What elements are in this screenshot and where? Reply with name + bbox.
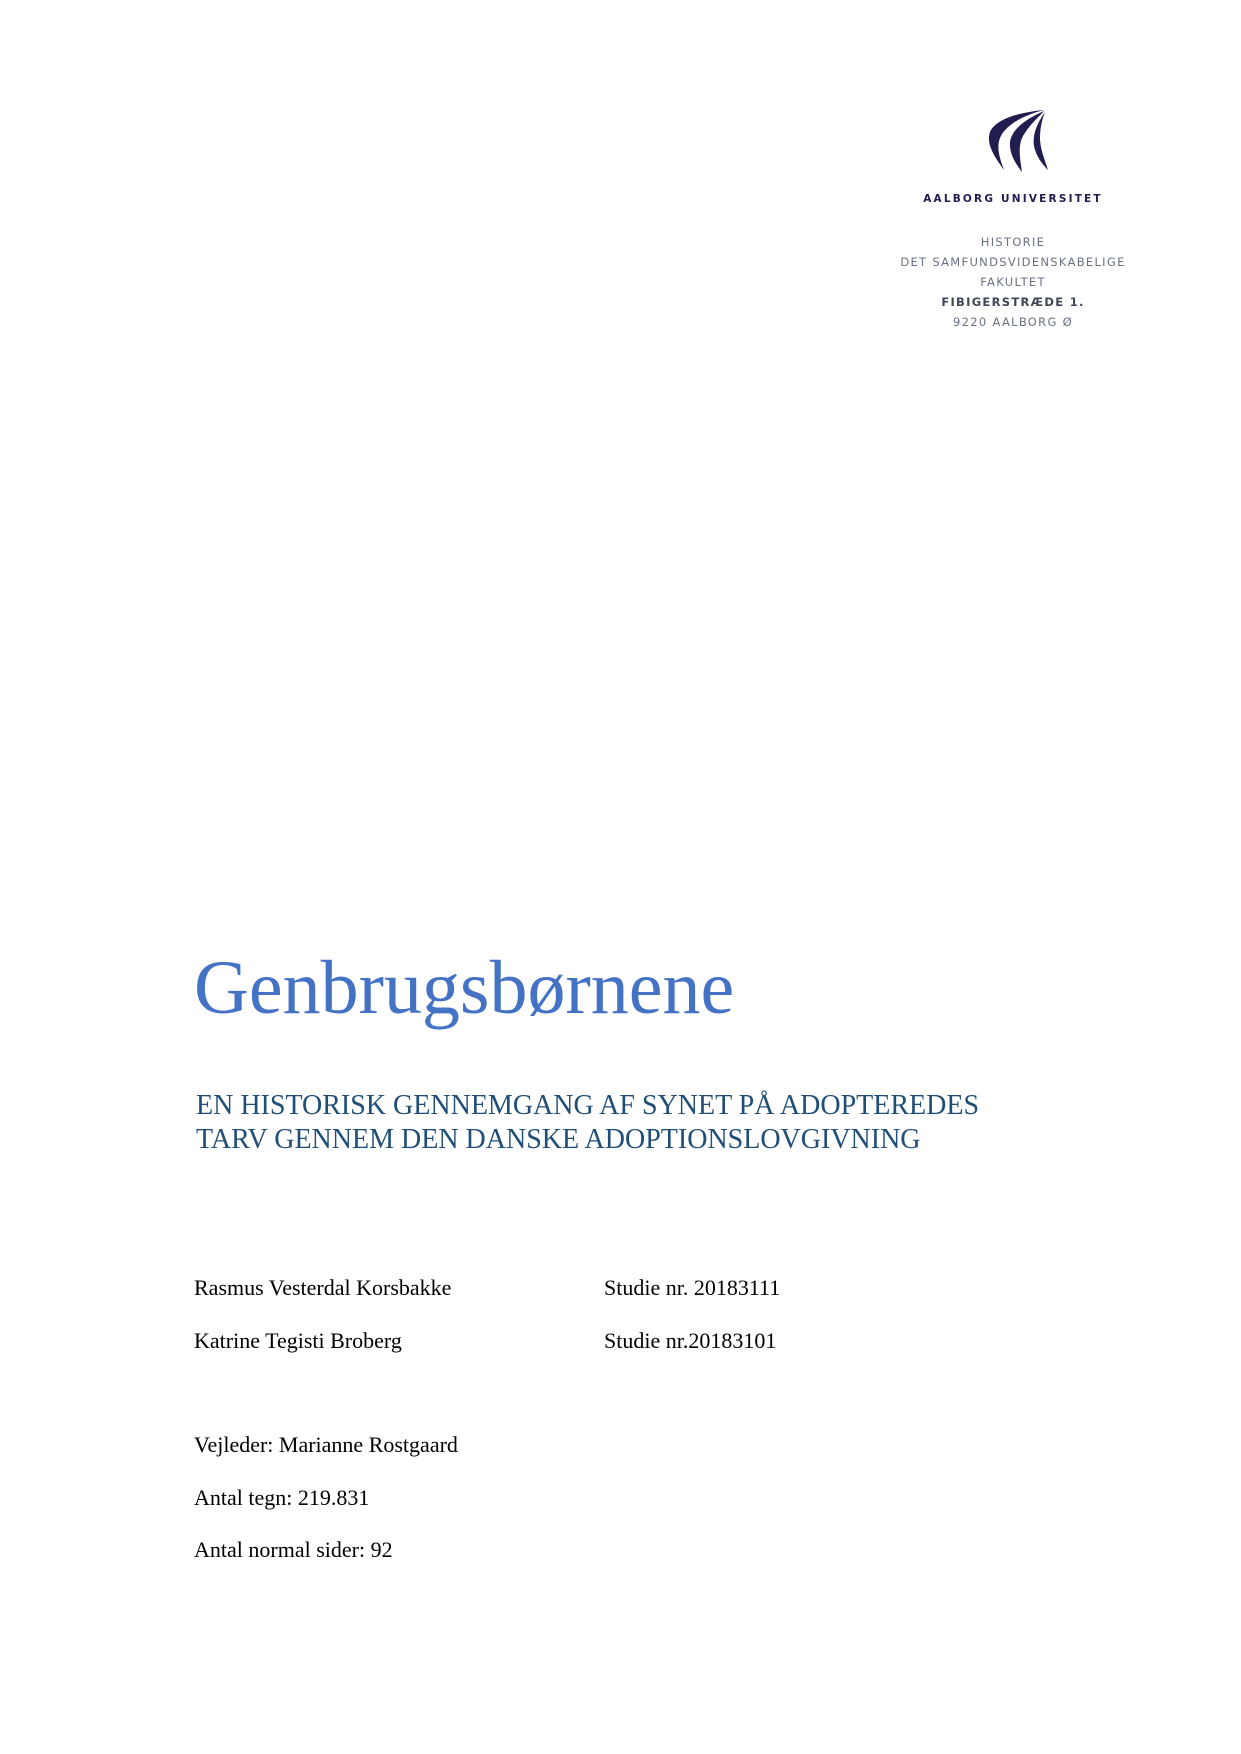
aalborg-university-logo-icon bbox=[982, 108, 1048, 174]
faculty-address bbox=[880, 232, 1146, 332]
address-line: FIBIGERSTRÆDE 1. bbox=[941, 295, 1085, 309]
document-subtitle bbox=[196, 1089, 979, 1157]
address-line: FAKULTET bbox=[980, 275, 1046, 289]
address-line: 9220 AALBORG Ø bbox=[953, 315, 1073, 329]
character-count: Antal tegn: 219.831 bbox=[194, 1485, 370, 1510]
address-line: HISTORIE bbox=[980, 235, 1046, 249]
author-student-number: Studie nr.20183101 bbox=[604, 1328, 777, 1353]
document-title: Genbrugsbørnene bbox=[194, 946, 735, 1030]
subtitle-line: EN HISTORISK GENNEMGANG AF SYNET PÅ ADOPTEREDES bbox=[196, 1090, 980, 1121]
author-student-number: Studie nr. 20183111 bbox=[604, 1275, 781, 1300]
university-name: AALBORG UNIVERSITET bbox=[923, 193, 1103, 205]
supervisor: Vejleder: Marianne Rostgaard bbox=[194, 1432, 458, 1457]
normal-page-count: Antal normal sider: 92 bbox=[194, 1537, 393, 1562]
address-line: DET SAMFUNDSVIDENSKABELIGE bbox=[900, 255, 1126, 269]
subtitle-line: TARV GENNEM DEN DANSKE ADOPTIONSLOVGIVNING bbox=[196, 1124, 921, 1155]
author-name: Rasmus Vesterdal Korsbakke bbox=[194, 1275, 452, 1300]
author-name: Katrine Tegisti Broberg bbox=[194, 1328, 402, 1353]
